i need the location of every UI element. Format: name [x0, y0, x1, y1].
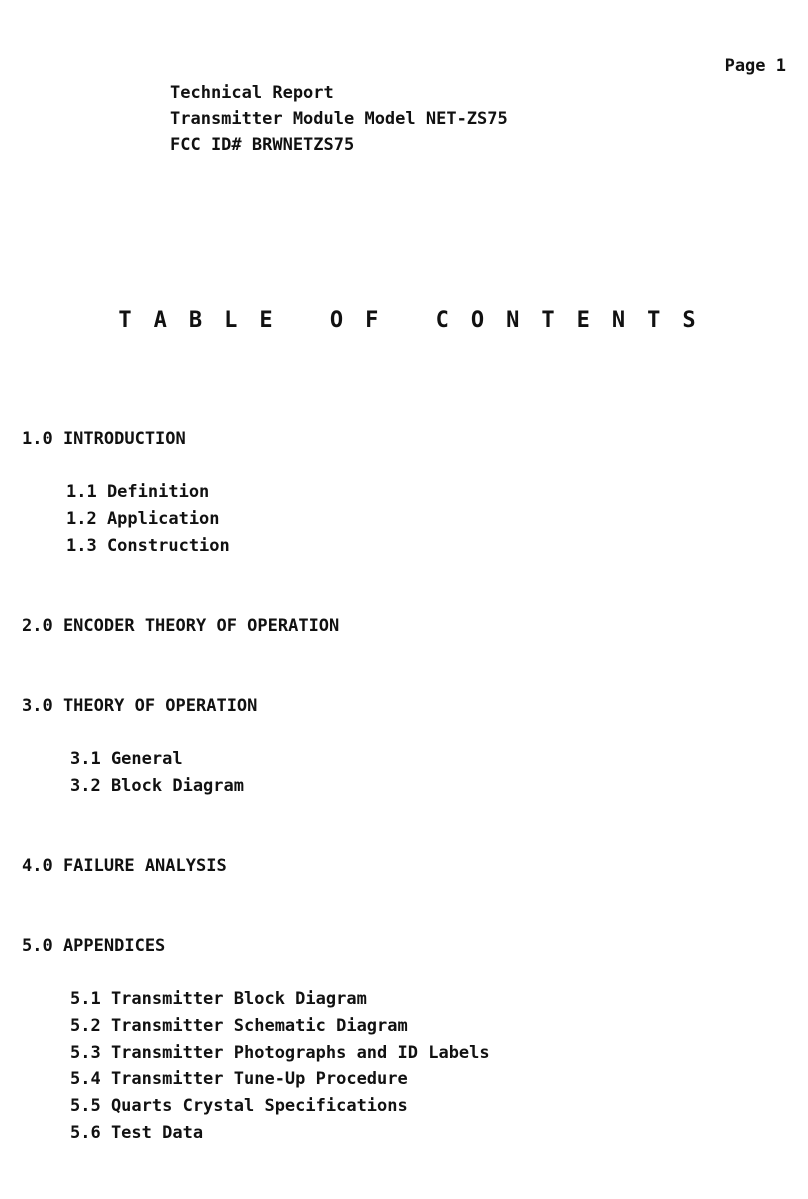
- toc-section-encoder-theory: 2.0 ENCODER THEORY OF OPERATION: [22, 616, 340, 636]
- toc-item-application: 1.2 Application: [66, 509, 220, 529]
- toc-item-transmitter-block-diagram: 5.1 Transmitter Block Diagram: [70, 989, 367, 1009]
- toc-section-introduction: 1.0 INTRODUCTION: [22, 429, 186, 449]
- toc-title: TABLE OF CONTENTS: [118, 308, 718, 333]
- toc-section-appendices: 5.0 APPENDICES: [22, 936, 166, 956]
- toc-item-tune-up-procedure: 5.4 Transmitter Tune-Up Procedure: [70, 1069, 408, 1089]
- toc-item-test-data: 5.6 Test Data: [70, 1123, 204, 1143]
- report-title: Technical Report: [170, 83, 334, 103]
- fcc-id: FCC ID# BRWNETZS75: [170, 135, 355, 155]
- page-number: Page 1: [724, 56, 786, 76]
- toc-section-theory-of-operation: 3.0 THEORY OF OPERATION: [22, 696, 258, 716]
- toc-item-construction: 1.3 Construction: [66, 536, 230, 556]
- toc-item-crystal-specifications: 5.5 Quarts Crystal Specifications: [70, 1096, 408, 1116]
- toc-item-block-diagram: 3.2 Block Diagram: [70, 776, 244, 796]
- toc-item-general: 3.1 General: [70, 749, 183, 769]
- toc-item-transmitter-photographs: 5.3 Transmitter Photographs and ID Labels: [70, 1043, 490, 1063]
- module-model: Transmitter Module Model NET-ZS75: [170, 109, 508, 129]
- toc-item-definition: 1.1 Definition: [66, 482, 210, 502]
- toc-section-failure-analysis: 4.0 FAILURE ANALYSIS: [22, 856, 227, 876]
- toc-item-transmitter-schematic: 5.2 Transmitter Schematic Diagram: [70, 1016, 408, 1036]
